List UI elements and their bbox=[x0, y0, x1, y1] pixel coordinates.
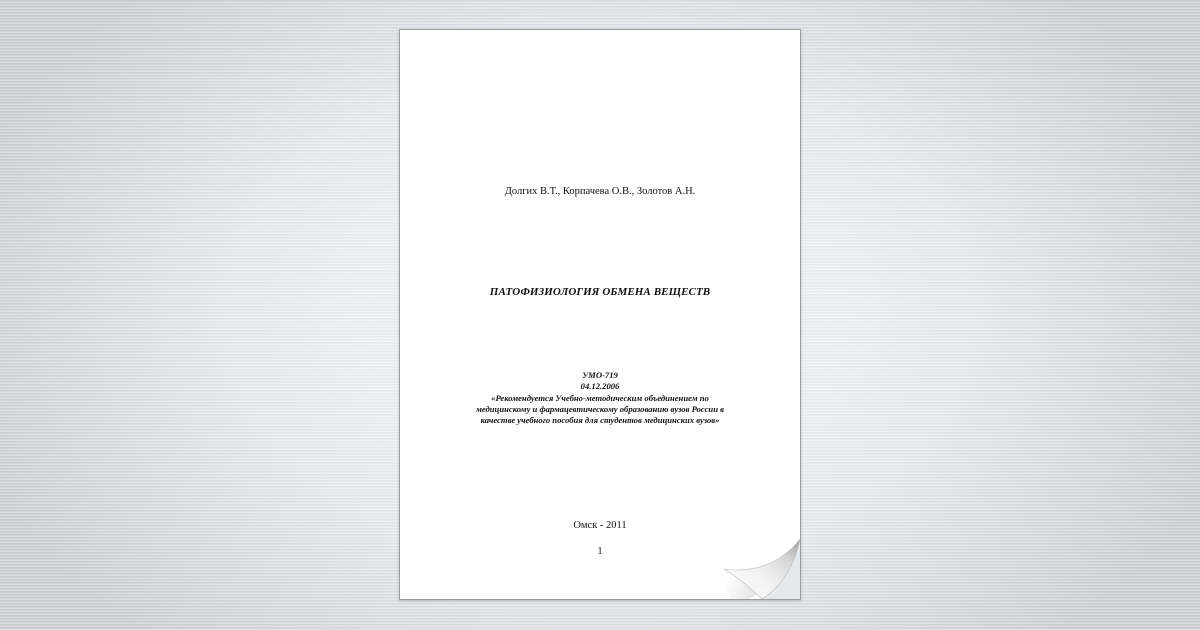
recommendation-line: «Рекомендуется Учебно-методическим объединением по bbox=[491, 392, 709, 403]
authors: Долгих В.Т., Корпачева О.В., Золотов А.Н. bbox=[504, 186, 696, 197]
document-page bbox=[399, 29, 801, 600]
umo-date: 04.12.2006 bbox=[580, 381, 620, 392]
page-number: 1 bbox=[597, 546, 603, 557]
recommendation-line: качестве учебного пособия для студентов медицинских вузов» bbox=[480, 415, 720, 426]
document-title: ПАТОФИЗИОЛОГИЯ ОБМЕНА ВЕЩЕСТВ bbox=[489, 286, 711, 298]
city-year: Омск - 2011 bbox=[573, 520, 627, 531]
recommendation-line: медицинскому и фармацевтическому образованию вузов России в bbox=[476, 403, 724, 414]
umo-code: УМО-719 bbox=[582, 370, 618, 380]
recommendation-block bbox=[400, 370, 800, 426]
